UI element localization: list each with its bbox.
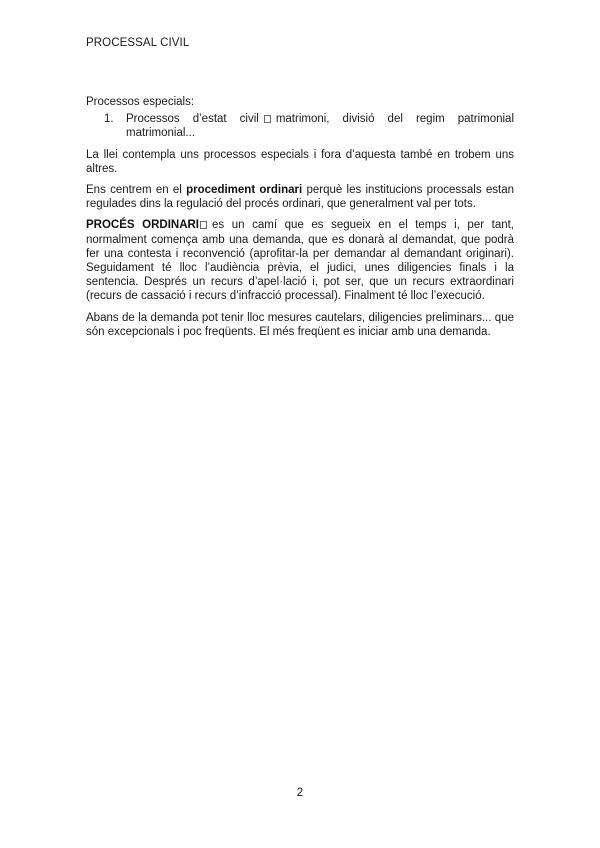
bold-term: procediment ordinari	[186, 184, 303, 197]
bold-term: PROCÉS ORDINARI	[86, 219, 200, 232]
list-item	[86, 112, 514, 140]
missing-glyph-icon	[264, 115, 271, 123]
list-item-number: 1.	[104, 113, 114, 126]
paragraph-proces-ordinari	[86, 218, 514, 303]
document-body	[86, 95, 514, 346]
list-item-text-start: Processos d’estat civil	[126, 113, 259, 126]
document-header: PROCESSAL CIVIL	[86, 37, 190, 49]
paragraph-text: perquè les institucions processals estan regulades dins la regulació del procés ordinari, que generalment val per tots.	[86, 184, 514, 211]
paragraph-text: es un camí que es segueix en el temps i, per tant, normalment comença amb una demanda, que es donarà al demandat, que podrà fer una contesta i reconvenció (aprofitar-la per demandar al demandant originari). Seguidament té lloc l’audiència prèvia, el judici, unes diligencies finals i la sentencia. Després un recurs d’apel·lació i, pot ser, que un recurs extraordinari (recurs de cassació i recurs d’infracció processal). Finalment té lloc l’execució.	[86, 219, 515, 303]
paragraph-precautionary-measures: Abans de la demanda pot tenir lloc mesures cautelars, diligencies preliminars... que són excepcionals i poc freqüents. El més freqüent es iniciar amb una demanda.	[86, 311, 514, 338]
missing-glyph-icon	[200, 221, 207, 229]
paragraph-ordinary-procedure	[86, 183, 514, 211]
page-number: 2	[296, 787, 304, 799]
section-intro: Processos especials:	[86, 96, 195, 108]
list-item-text-end: matrimoni, divisió del regim patrimonial matrimonial...	[126, 113, 514, 140]
paragraph-text: Ens centrem en el	[86, 184, 182, 197]
paragraph-special-processes: La llei contempla uns processos especials i fora d’aquesta també en trobem uns altres.	[86, 148, 514, 175]
numbered-list	[86, 112, 514, 140]
list-item-text	[126, 112, 514, 140]
